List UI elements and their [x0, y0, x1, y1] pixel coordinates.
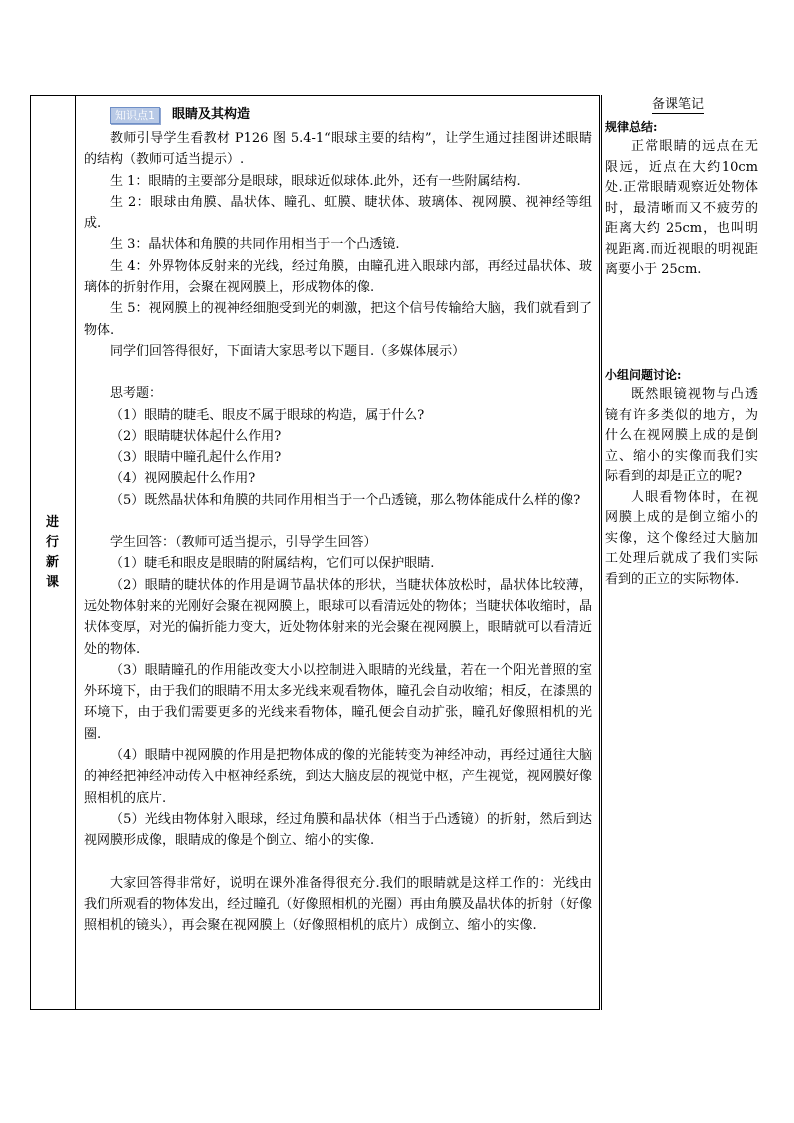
conclusion-paragraph: 大家回答得非常好，说明在课外准备得很充分.我们的眼睛就是这样工作的：光线由我们所观看的物体发出，经过瞳孔（好像照相机的光圈）再由角膜及晶状体的折射（好像照相机的镜头），再会聚在视网膜上（好像照相机的底片）成倒立、缩小的实像. [84, 875, 592, 934]
paragraph: 生 4：外界物体反射来的光线，经过角膜，由瞳孔进入眼球内部，再经过晶状体、玻璃体的折射作用，会聚在视网膜上，形成物体的像. [84, 258, 592, 296]
notes-divider [601, 95, 602, 1010]
answer-item: （3）眼睛瞳孔的作用能改变大小以控制进入眼睛的光线量，若在一个阳光普照的室外环境下，由于我们的眼睛不用太多光线来观看物体，瞳孔会自动收缩；相反，在漆黑的环境下，由于我们需要更多的光线来看物体，瞳孔便会自动扩张，瞳孔好像照相机的光圈. [84, 662, 592, 742]
paragraph: 教师引导学生看教材 P126 图 5.4-1“眼球主要的结构”，让学生通过挂图讲述眼睛的结构（教师可适当提示）. [84, 131, 592, 168]
rule-summary [605, 117, 758, 281]
section-label-char: 课 [45, 575, 59, 590]
answer-item: （4）眼睛中视网膜的作用是把物体成的像的光能转变为神经冲动，再经过通往大脑的神经把神经冲动传入中枢神经系统，到达大脑皮层的视觉中枢，产生视觉，视网膜好像照相机的底片. [84, 748, 592, 806]
column-divider [75, 95, 76, 1010]
group-discussion-title: 小组问题讨论: [605, 368, 682, 382]
knowledge-point-heading [84, 104, 592, 126]
group-discussion-answer: 人眼看物体时，在视网膜上成的是倒立缩小的实像，这个像经过大脑加工处理后就成了我们实际看到的正立的实际物体. [605, 489, 758, 587]
knowledge-point-badge: 知识点1 [110, 107, 160, 124]
paragraph: 生 2：眼球由角膜、晶状体、瞳孔、虹膜、睫状体、玻璃体、视网膜、视神经等组成. [84, 194, 592, 232]
section-label-char: 进 [45, 515, 59, 530]
knowledge-point-title: 眼睛及其构造 [172, 107, 251, 123]
section-label-char: 新 [45, 555, 59, 570]
section-label-char: 行 [45, 535, 59, 550]
group-discussion-question: 既然眼镜视物与凸透镜有许多类似的地方，为什么在视网膜上成的是倒立、缩小的实像而我们实际看到的却是正立的呢? [605, 387, 758, 484]
question-item: （1）眼睛的睫毛、眼皮不属于眼球的构造，属于什么? [110, 407, 425, 423]
question-item: （5）既然晶状体和角膜的共同作用相当于一个凸透镜，那么物体能成什么样的像? [110, 492, 581, 508]
paragraph: 生 1：眼睛的主要部分是眼球，眼球近似球体.此外，还有一些附属结构. [110, 173, 521, 189]
question-item: （3）眼睛中瞳孔起什么作用? [110, 450, 282, 466]
group-discussion [605, 365, 758, 590]
answer-title: 学生回答：（教师可适当提示，引导学生回答） [110, 535, 377, 551]
notes-title: 备课笔记 [652, 97, 705, 112]
answer-item: （1）睫毛和眼皮是眼睛的附属结构，它们可以保护眼睛. [110, 556, 435, 572]
question-item: （4）视网膜起什么作用? [110, 471, 256, 487]
main-content [84, 104, 592, 936]
think-title: 思考题： [110, 386, 163, 402]
rule-summary-text: 正常眼睛的远点在无限远，近点在大约10cm处.正常眼睛观察近处物体时，最清晰而又不疲劳的距离大约 25cm，也叫明视距离.而近视眼的明视距离要小于 25cm. [605, 139, 758, 277]
paragraph: 生 3：晶状体和角膜的共同作用相当于一个凸透镜. [110, 237, 400, 253]
answer-item: （5）光线由物体射入眼球，经过角膜和晶状体（相当于凸透镜）的折射，然后到达视网膜形成像，眼睛成的像是个倒立、缩小的实像. [84, 811, 592, 849]
question-item: （2）眼睛睫状体起什么作用? [110, 428, 282, 444]
paragraph: 同学们回答得很好，下面请大家思考以下题目.（多媒体展示） [110, 343, 466, 359]
section-label [30, 513, 75, 593]
paragraph: 生 5：视网膜上的视神经细胞受到光的刺激，把这个信号传输给大脑，我们就看到了物体. [84, 301, 592, 338]
answer-item: （2）眼睛的睫状体的作用是调节晶状体的形状，当睫状体放松时，晶状体比较薄，远处物体射来的光刚好会聚在视网膜上，眼球可以看清远处的物体；当睫状体收缩时，晶状体变厚，对光的偏折能力变大，近处物体射来的光会聚在视网膜上，眼睛就可以看清近处的物体. [84, 577, 592, 657]
rule-summary-title: 规律总结: [605, 120, 658, 134]
